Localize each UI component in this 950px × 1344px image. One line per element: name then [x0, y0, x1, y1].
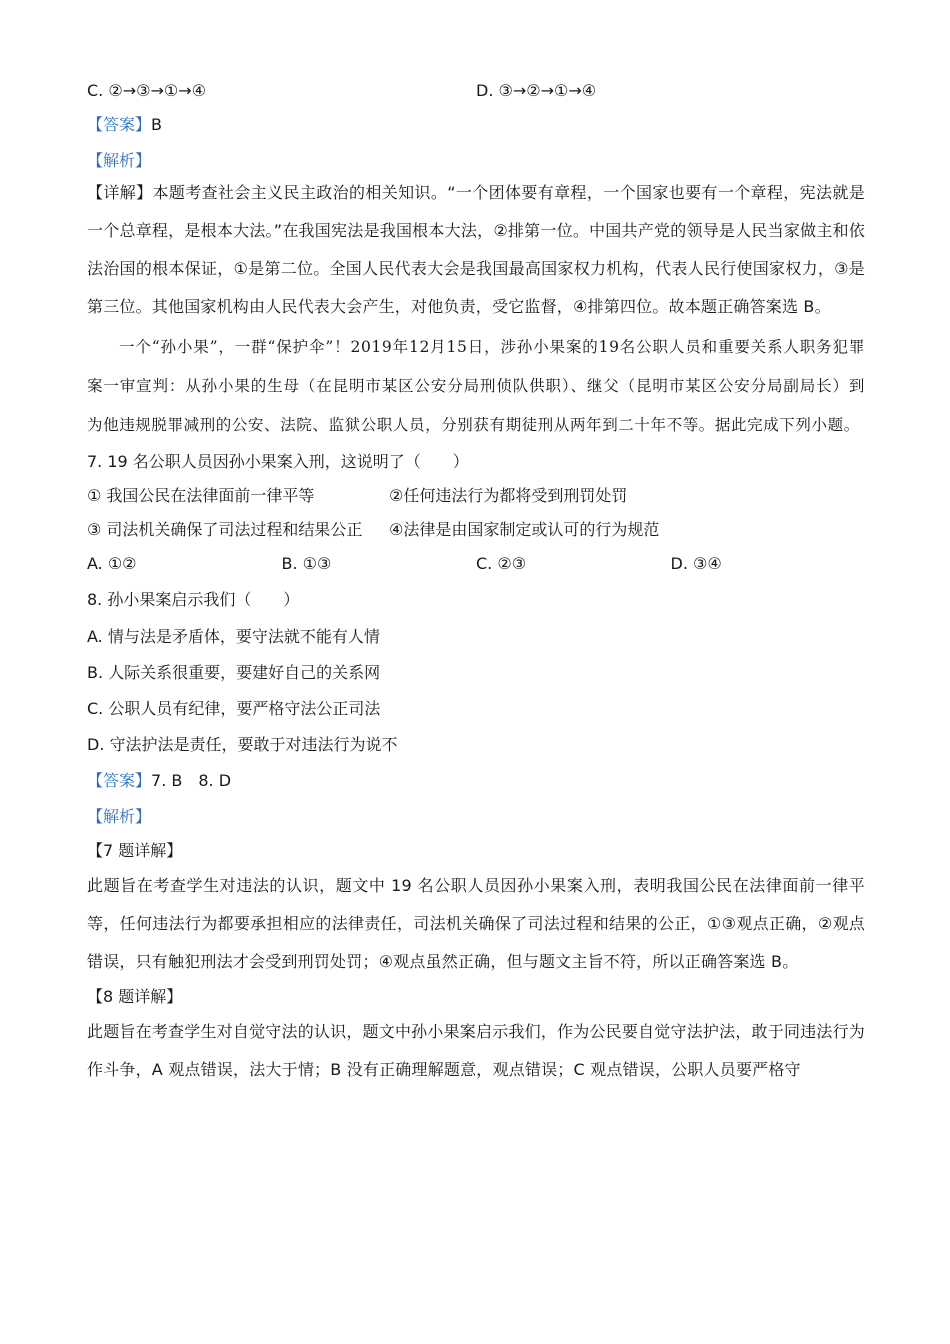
detail-8-heading: 【8 题详解】: [87, 987, 183, 1006]
answer-tag-2: 【答案】: [87, 771, 152, 790]
q7-option-d: D. ③④: [670, 554, 722, 573]
q7-option-a: A. ①②: [87, 554, 137, 573]
detail-paragraph: [87, 174, 865, 326]
detail-7-heading: 【7 题详解】: [87, 841, 183, 860]
statement-1: ① 我国公民在法律面前一律平等: [87, 486, 315, 505]
question-7-statements-row-1: [87, 479, 865, 513]
document-page: [87, 76, 865, 1089]
analysis-line-2: [87, 799, 865, 835]
question-8-stem: 8. 孙小果案启示我们（ ）: [87, 590, 300, 609]
q7-option-c: C. ②③: [476, 554, 527, 573]
analysis-tag-2: 【解析】: [87, 807, 152, 826]
previous-question-options: [87, 76, 865, 106]
option-d: D. ③→②→①→④: [476, 81, 597, 100]
statement-2: ②任何违法行为都将受到刑罚处罚: [389, 486, 628, 505]
question-7-options: [87, 547, 865, 581]
analysis-tag: 【解析】: [87, 151, 152, 170]
answer-value: B: [151, 115, 162, 134]
answer-tag: 【答案】: [87, 115, 152, 134]
detail-tag: 【详解】: [87, 183, 153, 202]
q8-option-b: B. 人际关系很重要，要建好自己的关系网: [87, 663, 381, 682]
option-c: C. ②→③→①→④: [87, 81, 206, 100]
q8-option-c: C. 公职人员有纪律，要严格守法公正司法: [87, 699, 381, 718]
q8-option-d: D. 守法护法是责任，要敢于对违法行为说不: [87, 735, 398, 754]
statement-3: ③ 司法机关确保了司法过程和结果公正: [87, 520, 363, 539]
question-7-stem: 7. 19 名公职人员因孙小果案入刑，这说明了（ ）: [87, 452, 469, 471]
statement-4: ④法律是由国家制定或认可的行为规范: [389, 520, 660, 539]
analysis-line: [87, 144, 865, 178]
question-7-statements-row-2: [87, 513, 865, 547]
answer-line-2: [87, 763, 865, 799]
detail-8-paragraph: 此题旨在考查学生对自觉守法的认识，题文中孙小果案启示我们，作为公民要自觉守法护法，敢于同违法行为作斗争，A 观点错误，法大于情；B 没有正确理解题意，观点错误；C 观点错误，公职人员要严格守: [87, 1022, 865, 1079]
answer-line: [87, 106, 865, 144]
q8-option-a: A. 情与法是矛盾体，要守法就不能有人情: [87, 627, 380, 646]
answer-value-2: 7. B 8. D: [151, 771, 232, 790]
detail-text: 本题考查社会主义民主政治的相关知识。“一个团体要有章程，一个国家也要有一个章程，宪法就是一个总章程，是根本大法。”在我国宪法是我国根本大法，②排第一位。中国共产党的领导是人民当家做主和依法治国的根本保证，①是第二位。全国人民代表大会是我国最高国家权力机构，代表人民行使国家权力，③是第三位。其他国家机构由人民代表大会产生，对他负责，受它监督，④排第四位。故本题正确答案选 B。: [87, 183, 865, 316]
material-paragraph: 一个“孙小果”，一群“保护伞”！2019年12月15日，涉孙小果案的19名公职人员和重要关系人职务犯罪案一审宣判：从孙小果的生母（在昆明市某区公安分局刑侦队供职）、继父（昆明市某区公安分局副局长）到为他违规脱罪减刑的公安、法院、监狱公职人员，分别获有期徒刑从两年到二十年不等。据此完成下列小题。: [87, 338, 865, 434]
q7-option-b: B. ①③: [281, 554, 332, 573]
detail-7-paragraph: 此题旨在考查学生对违法的认识，题文中 19 名公职人员因孙小果案入刑，表明我国公民在法律面前一律平等，任何违法行为都要承担相应的法律责任，司法机关确保了司法过程和结果的公正，①③观点正确，②观点错误，只有触犯刑法才会受到刑罚处罚；④观点虽然正确，但与题文主旨不符，所以正确答案选 B。: [87, 876, 865, 971]
